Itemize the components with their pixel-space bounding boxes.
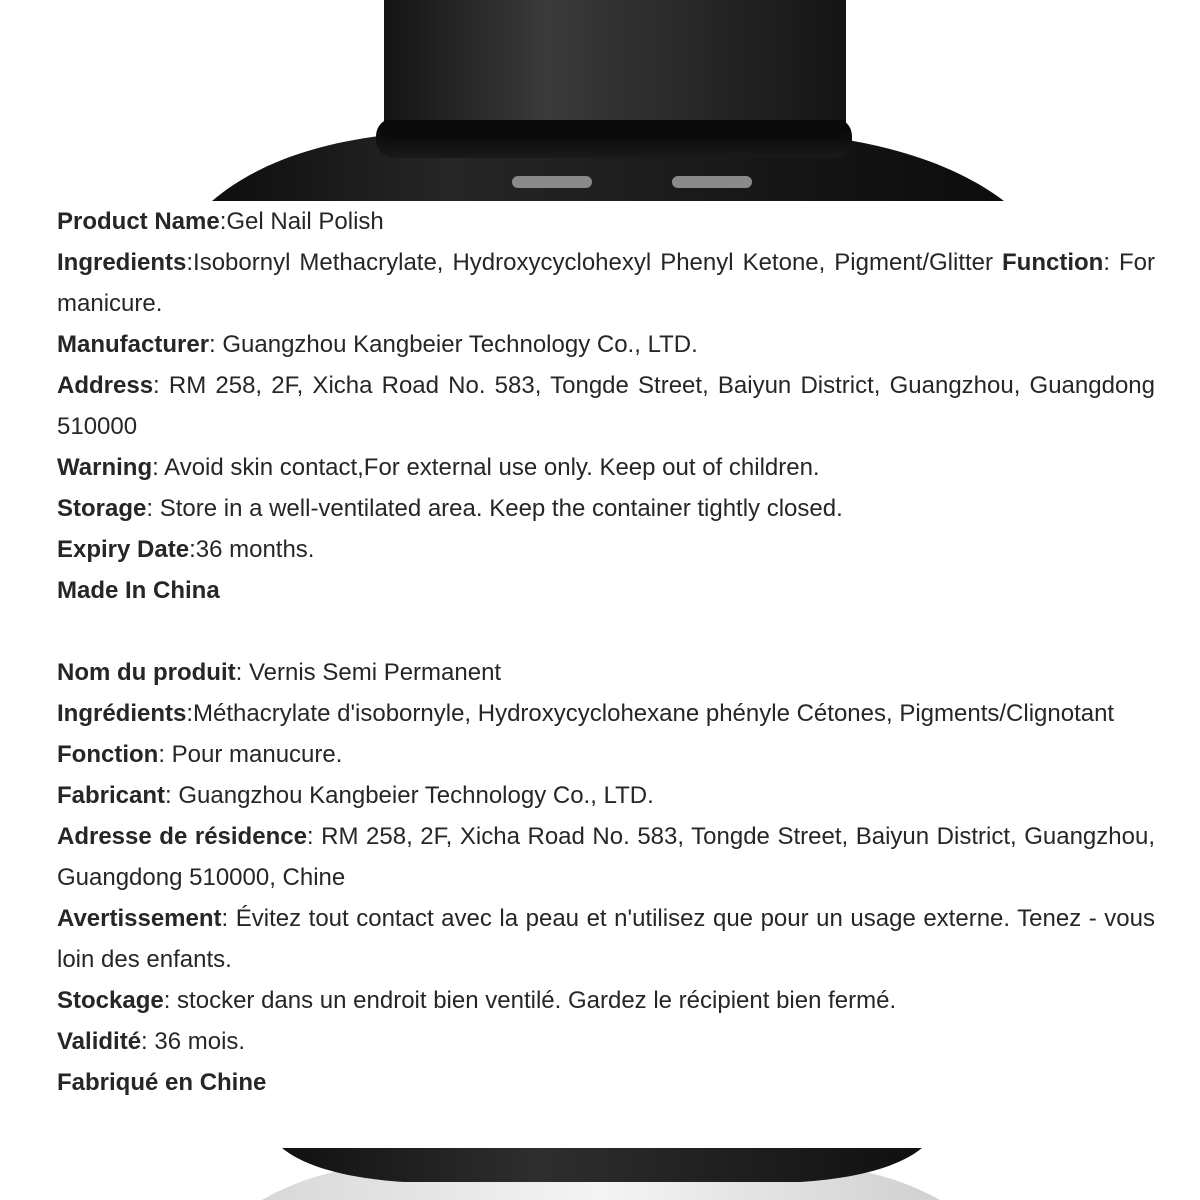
origin-line: Made In China	[57, 577, 220, 604]
manufacturer-label: Manufacturer	[57, 331, 210, 358]
address-value: RM 258, 2F, Xicha Road No. 583, Tongde Street, Baiyun District, Guangzhou, Guangdong 510000	[57, 372, 1155, 440]
ingredients-label: Ingredients	[57, 249, 187, 276]
ingredients-value: Isobornyl Methacrylate, Hydroxycyclohexyl Phenyl Ketone, Pigment/Glitter	[193, 249, 1003, 276]
function-value: For manicure.	[57, 249, 1155, 317]
storage-line: Storage: Store in a well-ventilated area. Keep the container tightly closed.	[57, 495, 843, 522]
adresse-label: Adresse de résidence	[57, 823, 307, 850]
avertissement-label: Avertissement	[57, 905, 222, 932]
fabricant-label: Fabricant	[57, 782, 166, 809]
product-name-line: Product Name:Gel Nail Polish	[57, 208, 384, 235]
fabrique-line: Fabriqué en Chine	[57, 1069, 267, 1096]
warning-label: Warning	[57, 454, 153, 481]
fonction-line: Fonction: Pour manucure.	[57, 741, 343, 768]
stockage-line: Stockage: stocker dans un endroit bien ventilé. Gardez le récipient bien fermé.	[57, 987, 897, 1014]
fonction-value: Pour manucure.	[164, 741, 343, 768]
section-spacer	[57, 611, 1155, 652]
product-image-bottom	[0, 1148, 1200, 1200]
manufacturer-line: Manufacturer: Guangzhou Kangbeier Technology Co., LTD.	[57, 331, 698, 358]
storage-label: Storage	[57, 495, 147, 522]
expiry-line: Expiry Date:36 months.	[57, 536, 315, 563]
adresse-line: Adresse de résidence: RM 258, 2F, Xicha Road No. 583, Tongde Street, Baiyun District, Guangzhou, Guangdong 510000, Chine	[57, 823, 1155, 891]
fabricant-value: Guangzhou Kangbeier Technology Co., LTD.	[171, 782, 654, 809]
adresse-value: RM 258, 2F, Xicha Road No. 583, Tongde Street, Baiyun District, Guangzhou, Guangdong 510000, Chine	[57, 823, 1155, 891]
warning-line: Warning: Avoid skin contact,For external use only. Keep out of children.	[57, 454, 820, 481]
expiry-value: 36 months.	[195, 536, 315, 563]
avertissement-line: Avertissement: Évitez tout contact avec la peau et n'utilisez que pour un usage externe. Tenez - vous loin des enfants.	[57, 905, 1155, 973]
avertissement-value: Évitez tout contact avec la peau et n'utilisez que pour un usage externe. Tenez - vous loin des enfants.	[57, 905, 1155, 973]
product-name-value: Gel Nail Polish	[226, 208, 384, 235]
validite-value: 36 mois.	[147, 1028, 246, 1055]
product-label	[57, 201, 1155, 1103]
stockage-label: Stockage	[57, 987, 164, 1014]
nom-produit-line: Nom du produit: Vernis Semi Permanent	[57, 659, 502, 686]
nom-produit-label: Nom du produit	[57, 659, 236, 686]
storage-value: Store in a well-ventilated area. Keep the container tightly closed.	[153, 495, 843, 522]
validite-label: Validité	[57, 1028, 142, 1055]
product-name-label: Product Name	[57, 208, 220, 235]
address-line: Address: RM 258, 2F, Xicha Road No. 583, Tongde Street, Baiyun District, Guangzhou, Guangdong 510000	[57, 372, 1155, 440]
expiry-label: Expiry Date	[57, 536, 190, 563]
ingredients-function-line: Ingredients:Isobornyl Methacrylate, Hydroxycyclohexyl Phenyl Ketone, Pigment/Glitter Function: For manicure.	[57, 249, 1155, 317]
nom-produit-value: Vernis Semi Permanent	[242, 659, 502, 686]
validite-line: Validité: 36 mois.	[57, 1028, 246, 1055]
function-label: Function	[1002, 249, 1104, 276]
warning-value: Avoid skin contact,For external use only. Keep out of children.	[158, 454, 820, 481]
fabricant-line: Fabricant: Guangzhou Kangbeier Technology Co., LTD.	[57, 782, 654, 809]
product-image-top	[0, 0, 1200, 201]
ingredients-fr-value: Méthacrylate d'isobornyle, Hydroxycyclohexane phényle Cétones, Pigments/Clignotant	[193, 700, 1115, 727]
ingredients-fr-label: Ingrédients	[57, 700, 187, 727]
manufacturer-value: Guangzhou Kangbeier Technology Co., LTD.	[215, 331, 698, 358]
ingredients-fr-line: Ingrédients:Méthacrylate d'isobornyle, Hydroxycyclohexane phényle Cétones, Pigments/Clignotant	[57, 700, 1115, 727]
fonction-label: Fonction	[57, 741, 159, 768]
address-label: Address	[57, 372, 154, 399]
stockage-value: stocker dans un endroit bien ventilé. Gardez le récipient bien fermé.	[170, 987, 897, 1014]
